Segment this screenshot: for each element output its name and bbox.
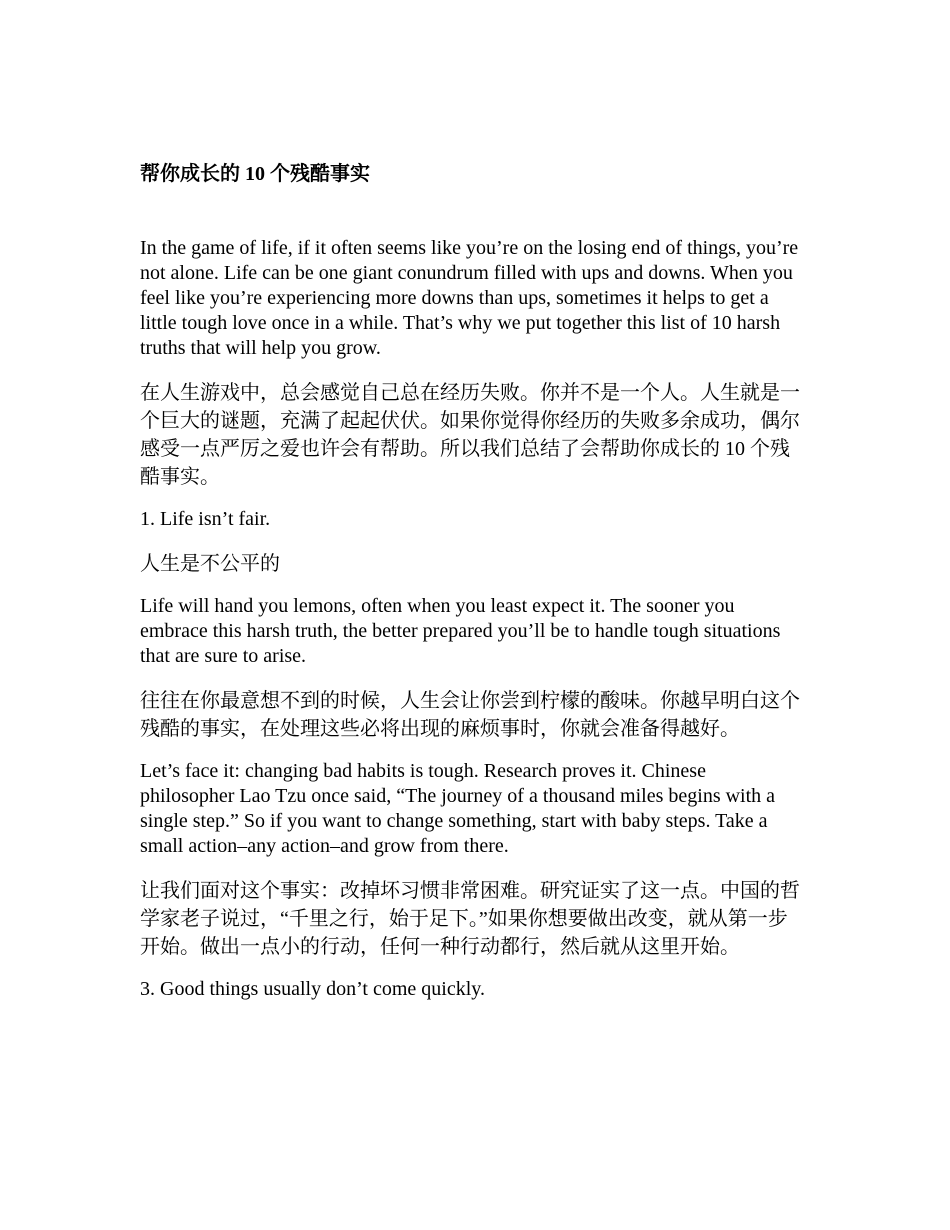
truth-1-body-en: Life will hand you lemons, often when you least expect it. The sooner you embrace this harsh truth, the better prepared you’ll be to handle tough situations that are sure to arise. [140,595,781,667]
truth-1-heading-zh: 人生是不公平的 [140,553,280,575]
truth-3-heading-en: 3. Good things usually don’t come quickly. [140,978,485,1000]
truth-2-body-en: Let’s face it: changing bad habits is tough. Research proves it. Chinese philosopher Lao Tzu once said, “The journey of a thousand miles begins with a single step.” So if you want to change something, start with baby steps. Take a small action–any action–and grow from there. [140,760,776,857]
document-page [140,162,805,1020]
truth-2-body-zh: 让我们面对这个事实：改掉坏习惯非常困难。研究证实了这一点。中国的哲学家老子说过，“千里之行，始于足下。”如果你想要做出改变，就从第一步开始。做出一点小的行动，任何一种行动都行，然后就从这里开始。 [140,880,800,958]
truth-1-body-zh: 往往在你最意想不到的时候，人生会让你尝到柠檬的酸味。你越早明白这个残酷的事实，在处理这些必将出现的麻烦事时，你就会准备得越好。 [140,690,800,740]
intro-paragraph-en: In the game of life, if it often seems like you’re on the losing end of things, you’re not alone. Life can be one giant conundrum filled with ups and downs. When you feel like you’re experiencing more downs than ups, sometimes it helps to get a little tough love once in a while. That’s why we put together this list of 10 harsh truths that will help you grow. [140,237,799,359]
document-title: 帮你成长的 10 个残酷事实 [140,163,370,185]
truth-1-heading-en: 1. Life isn’t fair. [140,508,271,530]
intro-paragraph-zh: 在人生游戏中，总会感觉自己总在经历失败。你并不是一个人。人生就是一个巨大的谜题，充满了起起伏伏。如果你觉得你经历的失败多余成功，偶尔感受一点严厉之爱也许会有帮助。所以我们总结了会帮助你成长的 10 个残酷事实。 [140,382,800,488]
